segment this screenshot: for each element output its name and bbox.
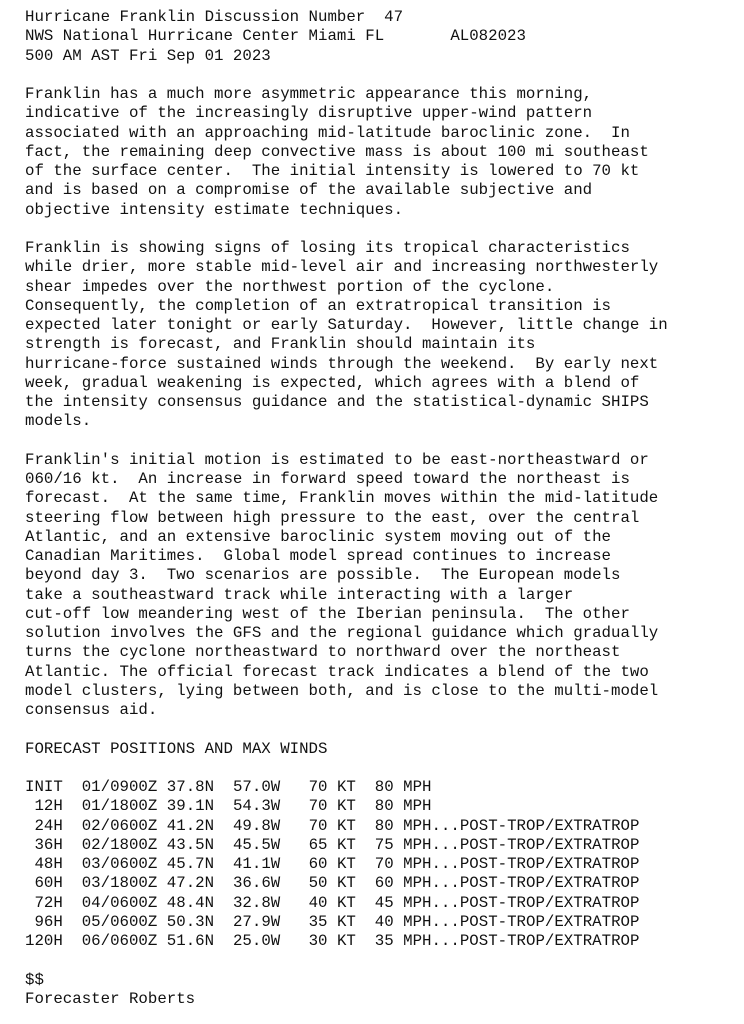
text-line: Franklin has a much more asymmetric appearance this morning, [25, 85, 593, 103]
forecast-row [25, 836, 744, 855]
forecast-latitude: 50.3N [166, 912, 233, 931]
forecast-wind-kt: 70 KT [308, 816, 375, 835]
paragraph-intensity [25, 85, 744, 220]
forecast-wind-mph: 40 MPH [374, 912, 432, 931]
forecast-row [25, 894, 744, 913]
text-line: Atlantic, and an extensive baroclinic system moving out of the [25, 527, 611, 546]
text-line: of the surface center. The initial intensity is lowered to 70 kt [25, 162, 640, 180]
text-line: fact, the remaining deep convective mass is about 100 mi southeast [25, 142, 649, 161]
forecast-heading: FORECAST POSITIONS AND MAX WINDS [25, 739, 328, 758]
forecast-time: 04/0600Z [81, 893, 167, 912]
text-line: strength is forecast, and Franklin should maintain its [25, 335, 536, 354]
forecast-time: 03/1800Z [81, 874, 167, 893]
discussion-document [25, 0, 744, 1009]
forecast-latitude: 43.5N [166, 835, 233, 854]
forecast-longitude: 57.0W [232, 778, 309, 796]
issuing-office: NWS National Hurricane Center Miami FL AL082023 [25, 27, 526, 46]
text-line: while drier, more stable mid-level air and increasing northwesterly [25, 258, 659, 277]
forecast-table [25, 778, 744, 951]
forecast-latitude: 39.1N [166, 797, 233, 816]
forecast-period: 24H [25, 816, 82, 835]
forecast-status-note: ...POST-TROP/EXTRATROP [431, 855, 640, 873]
spacer [25, 66, 744, 85]
forecast-period: 48H [25, 855, 82, 873]
forecast-latitude: 37.8N [166, 778, 233, 796]
forecast-row [25, 874, 744, 893]
text-line: hurricane-force sustained winds through the weekend. By early next [25, 354, 659, 373]
forecast-latitude: 48.4N [166, 893, 233, 912]
forecast-wind-kt: 30 KT [308, 932, 375, 950]
text-line: objective intensity estimate techniques. [25, 200, 404, 219]
forecast-wind-kt: 50 KT [308, 874, 375, 893]
forecast-longitude: 49.8W [232, 816, 309, 835]
forecast-wind-kt: 70 KT [308, 797, 375, 816]
discussion-title: Hurricane Franklin Discussion Number 47 [25, 8, 404, 26]
forecast-time: 05/0600Z [81, 912, 167, 931]
forecast-period: 36H [25, 835, 82, 854]
spacer [25, 759, 744, 778]
text-line: Consequently, the completion of an extratropical transition is [25, 296, 611, 315]
text-line: the intensity consensus guidance and the statistical-dynamic SHIPS [25, 393, 649, 411]
forecast-time: 01/1800Z [81, 797, 167, 816]
issue-time: 500 AM AST Fri Sep 01 2023 [25, 46, 271, 65]
text-line: indicative of the increasingly disruptive upper-wind pattern [25, 104, 593, 123]
forecast-row [25, 817, 744, 836]
forecast-wind-mph: 80 MPH [374, 778, 432, 796]
forecast-row [25, 932, 744, 951]
text-line: forecast. At the same time, Franklin moves within the mid-latitude [25, 489, 659, 508]
text-line: consensus aid. [25, 701, 158, 719]
text-line: model clusters, lying between both, and is close to the multi-model [25, 681, 659, 700]
forecast-time: 01/0900Z [81, 778, 167, 796]
spacer [25, 951, 744, 970]
forecast-wind-mph: 80 MPH [374, 816, 432, 835]
forecast-row [25, 797, 744, 816]
forecast-wind-kt: 40 KT [308, 893, 375, 912]
text-line: steering flow between high pressure to the east, over the central [25, 508, 640, 527]
product-terminator: $$ [25, 970, 44, 989]
forecast-time: 06/0600Z [81, 932, 167, 950]
forecast-time: 02/1800Z [81, 835, 167, 854]
text-line: Atlantic. The official forecast track indicates a blend of the two [25, 662, 649, 681]
forecast-latitude: 51.6N [166, 932, 233, 950]
forecast-wind-mph: 60 MPH [374, 874, 432, 893]
forecast-time: 03/0600Z [81, 855, 167, 873]
forecast-row [25, 913, 744, 932]
text-line: associated with an approaching mid-latitude baroclinic zone. In [25, 123, 630, 142]
forecast-status-note: ...POST-TROP/EXTRATROP [431, 835, 640, 854]
forecast-longitude: 36.6W [232, 874, 309, 893]
forecast-wind-kt: 35 KT [308, 912, 375, 931]
forecaster-signature: Forecaster Roberts [25, 989, 196, 1008]
forecast-longitude: 27.9W [232, 912, 309, 931]
forecast-wind-mph: 75 MPH [374, 835, 432, 854]
forecast-status-note: ...POST-TROP/EXTRATROP [431, 816, 640, 835]
forecast-wind-mph: 45 MPH [374, 893, 432, 912]
forecast-wind-mph: 80 MPH [374, 797, 432, 816]
text-line: shear impedes over the northwest portion of the cyclone. [25, 277, 555, 296]
forecast-period: 120H [25, 932, 82, 950]
text-line: models. [25, 412, 92, 431]
spacer [25, 720, 744, 739]
forecast-latitude: 45.7N [166, 855, 233, 873]
forecast-period: 60H [25, 874, 82, 893]
forecast-longitude: 54.3W [232, 797, 309, 816]
forecast-status-note: ...POST-TROP/EXTRATROP [431, 893, 640, 912]
text-line: week, gradual weakening is expected, which agrees with a blend of [25, 373, 640, 392]
forecast-longitude: 32.8W [232, 893, 309, 912]
forecast-period: 96H [25, 912, 82, 931]
text-line: 060/16 kt. An increase in forward speed toward the northeast is [25, 470, 630, 488]
forecast-wind-kt: 70 KT [308, 778, 375, 796]
text-line: turns the cyclone northeastward to northward over the northeast [25, 643, 621, 662]
text-line: expected later tonight or early Saturday. However, little change in [25, 316, 668, 334]
spacer [25, 432, 744, 451]
forecast-wind-kt: 60 KT [308, 855, 375, 873]
forecast-longitude: 41.1W [232, 855, 309, 873]
forecast-period: 72H [25, 893, 82, 912]
text-line: take a southeastward track while interacting with a larger [25, 585, 574, 604]
forecast-period: 12H [25, 797, 82, 816]
forecast-longitude: 45.5W [232, 835, 309, 854]
text-line: cut-off low meandering west of the Iberian peninsula. The other [25, 604, 630, 623]
forecast-wind-mph: 70 MPH [374, 855, 432, 873]
forecast-latitude: 47.2N [166, 874, 233, 893]
text-line: beyond day 3. Two scenarios are possible. The European models [25, 566, 621, 585]
text-line: Franklin is showing signs of losing its tropical characteristics [25, 239, 630, 257]
paragraph-motion [25, 451, 744, 721]
forecast-longitude: 25.0W [232, 932, 309, 950]
forecast-status-note: ...POST-TROP/EXTRATROP [431, 912, 640, 931]
forecast-wind-kt: 65 KT [308, 835, 375, 854]
forecast-row [25, 855, 744, 874]
text-line: Franklin's initial motion is estimated to be east-northeastward or [25, 450, 649, 469]
text-line: Canadian Maritimes. Global model spread continues to increase [25, 547, 611, 565]
text-line: solution involves the GFS and the regional guidance which gradually [25, 624, 659, 642]
paragraph-transition [25, 239, 744, 432]
forecast-latitude: 41.2N [166, 816, 233, 835]
text-line: and is based on a compromise of the available subjective and [25, 181, 593, 200]
forecast-row [25, 778, 744, 797]
forecast-period: INIT [25, 778, 82, 796]
forecast-status-note: ...POST-TROP/EXTRATROP [431, 932, 640, 950]
forecast-wind-mph: 35 MPH [374, 932, 432, 950]
spacer [25, 220, 744, 239]
forecast-status-note: ...POST-TROP/EXTRATROP [431, 874, 640, 893]
forecast-time: 02/0600Z [81, 816, 167, 835]
